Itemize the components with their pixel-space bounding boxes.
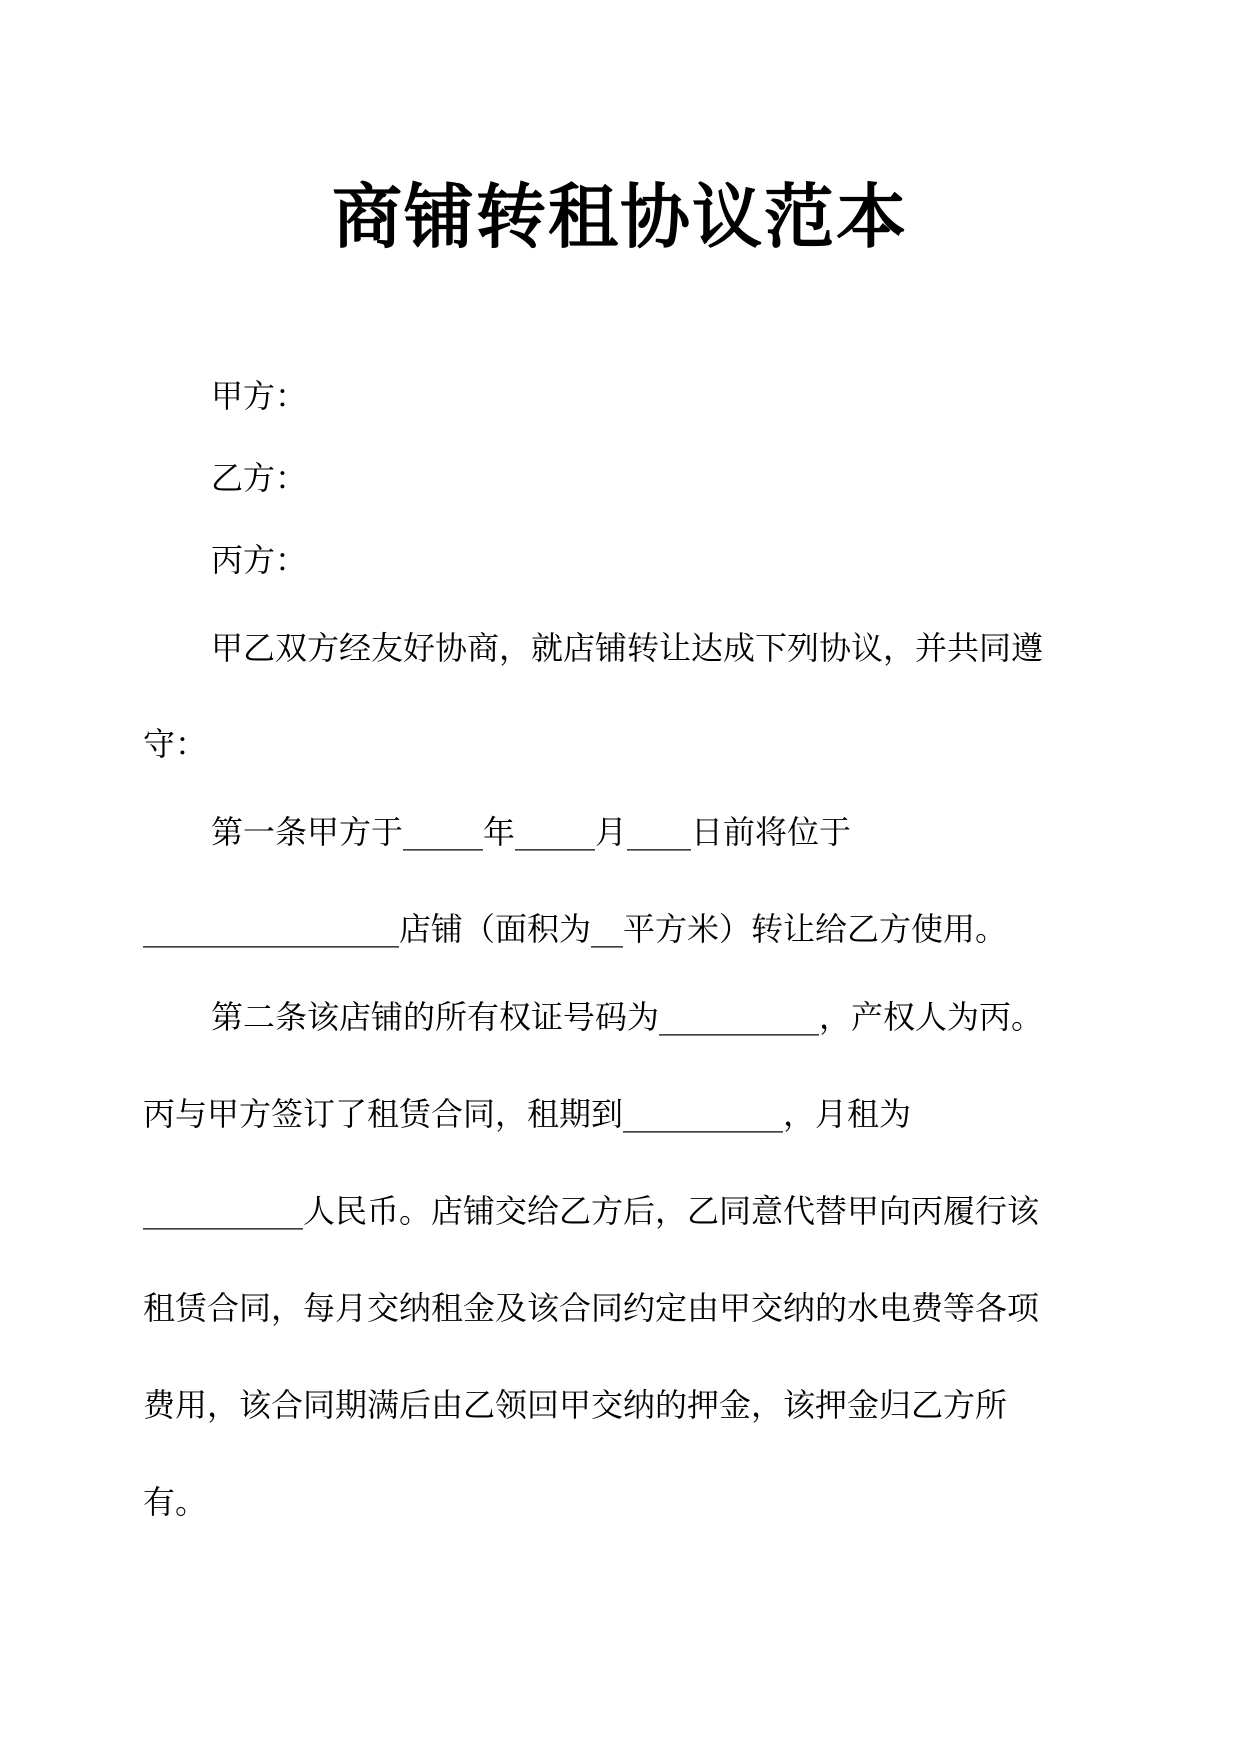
article-2-line-2 xyxy=(143,1092,1103,1136)
article-2-text-6: 有。 xyxy=(143,1483,208,1521)
article-2-line-6 xyxy=(143,1480,1103,1524)
preamble-text-1: 甲乙双方经友好协商，就店铺转让达成下列协议，并共同遵 xyxy=(211,629,1044,667)
party-a-line xyxy=(211,374,1111,418)
preamble-line-1 xyxy=(211,626,1111,670)
article-2-line-1 xyxy=(211,995,1111,1039)
article-1-line-1 xyxy=(211,810,1111,854)
article-1-line-2 xyxy=(143,907,1103,951)
document-title: 商铺转租协议范本 xyxy=(332,176,908,258)
article-2-text-4: 租赁合同，每月交纳租金及该合同约定由甲交纳的水电费等各项 xyxy=(143,1289,1040,1327)
article-2-text-3: __________人民币。店铺交给乙方后，乙同意代替甲向丙履行该 xyxy=(143,1192,1040,1230)
article-1-text-1: 第一条甲方于_____年_____月____日前将位于 xyxy=(211,813,852,851)
article-2-line-5 xyxy=(143,1383,1103,1427)
article-2-line-3 xyxy=(143,1189,1103,1233)
preamble-line-2 xyxy=(143,722,1103,766)
party-a-label: 甲方： xyxy=(211,377,308,415)
article-2-line-4 xyxy=(143,1286,1103,1330)
party-b-label: 乙方： xyxy=(211,459,308,497)
party-c-line xyxy=(211,538,1111,582)
article-1-text-2: ________________店铺（面积为__平方米）转让给乙方使用。 xyxy=(143,910,1008,948)
article-2-text-2: 丙与甲方签订了租赁合同，租期到__________，月租为 xyxy=(143,1095,912,1133)
article-2-text-1: 第二条该店铺的所有权证号码为__________，产权人为丙。 xyxy=(211,998,1044,1036)
article-2-text-5: 费用，该合同期满后由乙领回甲交纳的押金，该押金归乙方所 xyxy=(143,1386,1008,1424)
party-b-line xyxy=(211,456,1111,500)
party-c-label: 丙方： xyxy=(211,541,308,579)
preamble-text-2: 守： xyxy=(143,725,208,763)
